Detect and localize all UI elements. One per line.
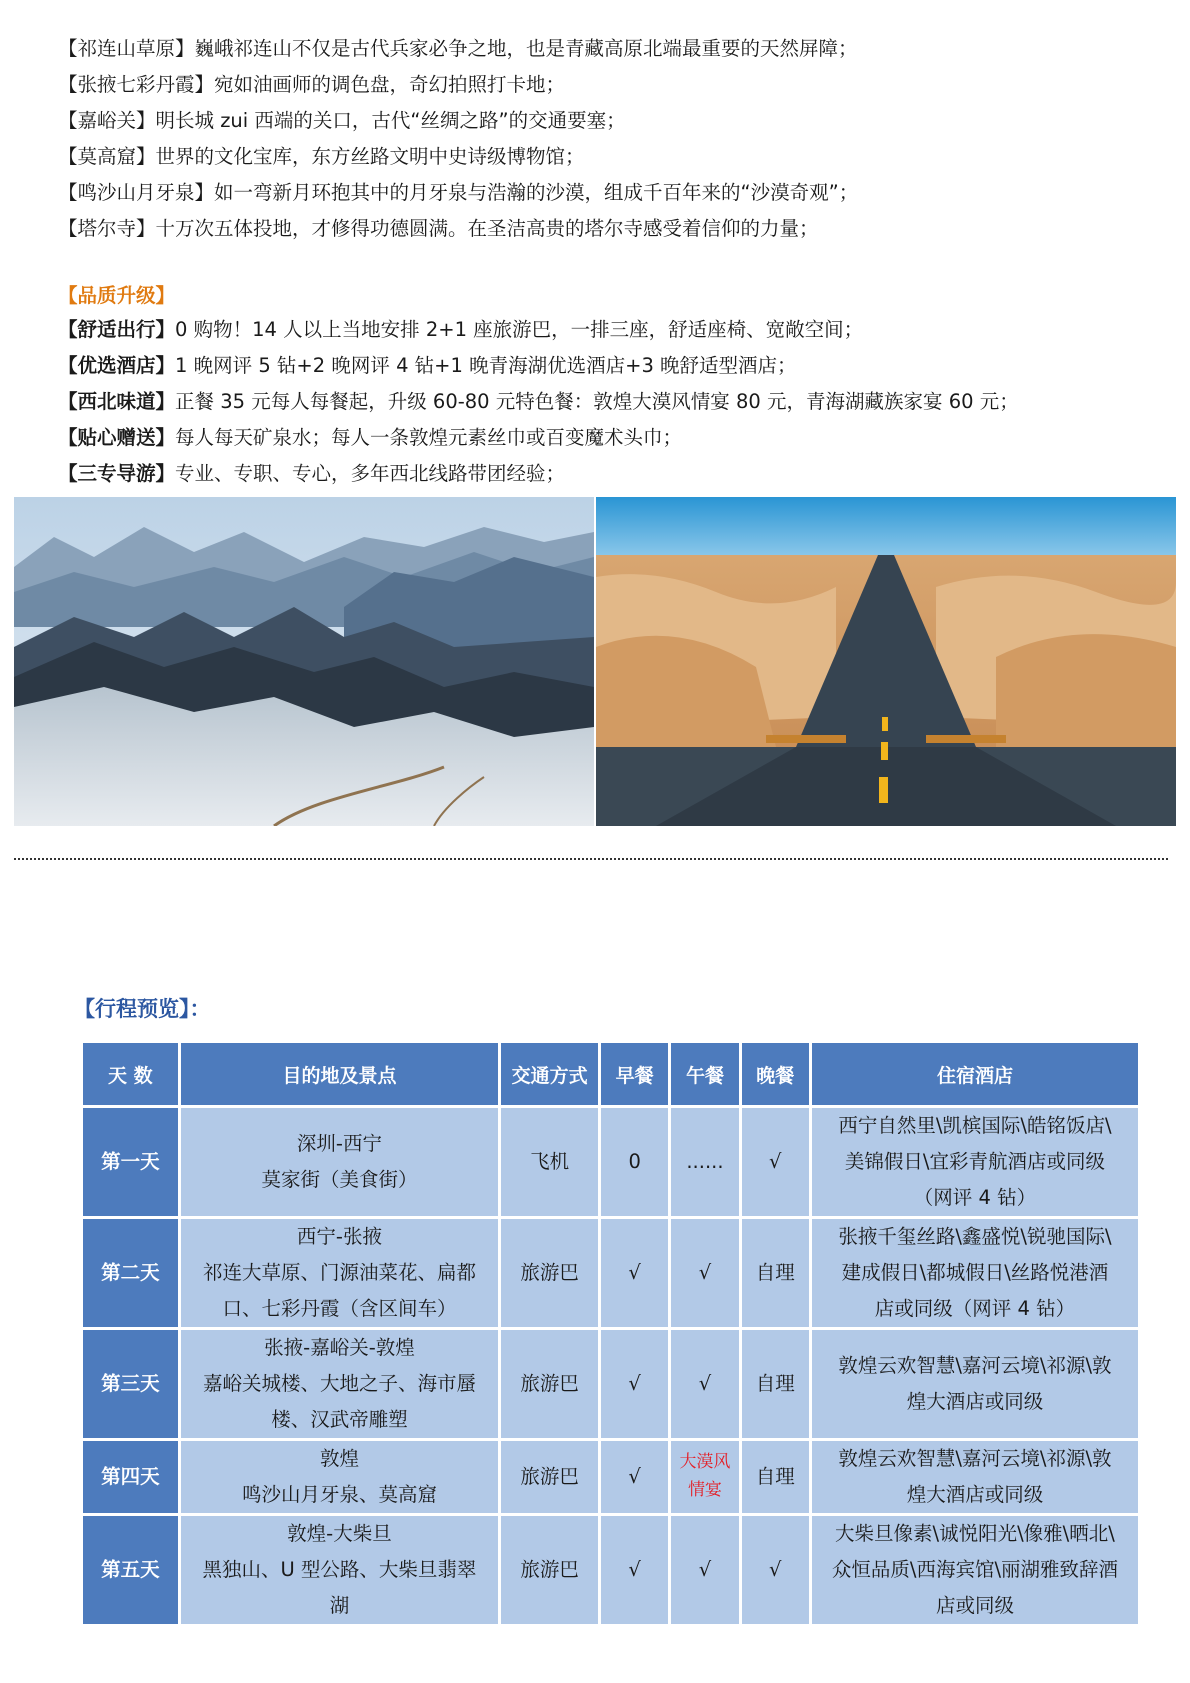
destination-line: 鸣沙山月牙泉、莫高窟 xyxy=(241,1483,437,1506)
destination-cell xyxy=(181,1219,499,1327)
destination-line: 敦煌 xyxy=(319,1447,359,1470)
lunch-cell: √ xyxy=(671,1516,738,1624)
lunch-cell: √ xyxy=(671,1219,738,1327)
lunch-cell: √ xyxy=(671,1330,738,1438)
hotel-line: 敦煌云欢智慧\嘉河云境\祁源\敦 xyxy=(838,1447,1112,1470)
hotel-cell xyxy=(812,1330,1138,1438)
destination-cell xyxy=(181,1108,499,1216)
quality-item-text: 0 购物！14 人以上当地安排 2+1 座旅游巴，一排三座，舒适座椅、宽敞空间； xyxy=(175,318,864,341)
itinerary-title: 【行程预览】： xyxy=(74,997,211,1021)
hotel-line: 煌大酒店或同级 xyxy=(906,1483,1044,1506)
quality-item-text: 专业、专职、专心，多年西北线路带团经验； xyxy=(175,462,566,485)
destination-line: 嘉峪关城楼、大地之子、海市蜃 xyxy=(202,1372,476,1395)
transport-cell: 旅游巴 xyxy=(501,1441,598,1513)
attraction-line: 【祁连山草原】巍峨祁连山不仅是古代兵家必争之地，也是青藏高原北端最重要的天然屏障； xyxy=(58,37,858,60)
dinner-cell: √ xyxy=(742,1516,809,1624)
attraction-line: 【鸣沙山月牙泉】如一弯新月环抱其中的月牙泉与浩瀚的沙漠，组成千百年来的“沙漠奇观”； xyxy=(58,181,859,204)
itinerary-table xyxy=(80,1040,1141,1627)
section-divider xyxy=(14,858,1168,860)
lunch-special-cell xyxy=(671,1441,738,1513)
lunch-cell: ...... xyxy=(671,1108,738,1216)
table-header-row xyxy=(83,1043,1138,1105)
breakfast-cell: √ xyxy=(601,1330,668,1438)
attraction-line: 【张掖七彩丹霞】宛如油画师的调色盘，奇幻拍照打卡地； xyxy=(58,73,566,96)
hotel-cell xyxy=(812,1108,1138,1216)
hotel-line: 店或同级 xyxy=(935,1594,1014,1617)
hotel-line: 建成假日\都城假日\丝路悦港酒 xyxy=(841,1261,1109,1284)
header-day: 天 数 xyxy=(83,1043,178,1105)
quality-item-key: 【舒适出行】 xyxy=(58,318,176,341)
quality-list xyxy=(58,312,1158,492)
attraction-line: 【嘉峪关】明长城 zui 西端的关口，古代“丝绸之路”的交通要塞； xyxy=(58,109,626,132)
destination-line: 黑独山、U 型公路、大柴旦翡翠 xyxy=(202,1558,477,1581)
dinner-cell: 自理 xyxy=(742,1219,809,1327)
destination-cell xyxy=(181,1441,499,1513)
attractions-list xyxy=(58,31,1158,247)
quality-item-key: 【优选酒店】 xyxy=(58,354,176,377)
hotel-line: 众恒品质\西海宾馆\丽湖雅致辞酒 xyxy=(831,1558,1119,1581)
desert-road-photo xyxy=(596,497,1176,826)
destination-cell xyxy=(181,1330,499,1438)
destination-line: 深圳-西宁 xyxy=(296,1132,382,1155)
destination-cell xyxy=(181,1516,499,1624)
quality-item-text: 1 晚网评 5 钻+2 晚网评 4 钻+1 晚青海湖优选酒店+3 晚舒适型酒店； xyxy=(175,354,797,377)
photo-strip xyxy=(14,497,1176,826)
header-lunch: 午餐 xyxy=(671,1043,738,1105)
header-dinner: 晚餐 xyxy=(742,1043,809,1105)
quality-item-key: 【西北味道】 xyxy=(58,390,176,413)
header-transport: 交通方式 xyxy=(501,1043,598,1105)
table-row xyxy=(83,1108,1138,1216)
destination-line: 祁连大草原、门源油菜花、扁都 xyxy=(202,1261,476,1284)
breakfast-cell: √ xyxy=(601,1516,668,1624)
quality-item-text: 每人每天矿泉水；每人一条敦煌元素丝巾或百变魔术头巾； xyxy=(175,426,683,449)
table-row xyxy=(83,1330,1138,1438)
destination-line: 西宁-张掖 xyxy=(296,1225,382,1248)
breakfast-cell: 0 xyxy=(601,1108,668,1216)
table-row xyxy=(83,1219,1138,1327)
transport-cell: 旅游巴 xyxy=(501,1219,598,1327)
day-cell: 第三天 xyxy=(83,1330,178,1438)
mountain-landscape-photo xyxy=(14,497,594,826)
destination-line: 张掖-嘉峪关-敦煌 xyxy=(264,1336,415,1359)
quality-item-key: 【三专导游】 xyxy=(58,462,176,485)
hotel-line: （网评 4 钻） xyxy=(913,1186,1037,1209)
hotel-line: 煌大酒店或同级 xyxy=(906,1390,1044,1413)
special-meal-line: 大漠风 xyxy=(679,1451,731,1472)
quality-item-text: 正餐 35 元每人每餐起，升级 60-80 元特色餐：敦煌大漠风情宴 80 元，青海湖藏族家宴 60 元； xyxy=(175,390,1019,413)
quality-item xyxy=(58,456,1158,492)
dinner-cell: 自理 xyxy=(742,1441,809,1513)
hotel-line: 敦煌云欢智慧\嘉河云境\祁源\敦 xyxy=(838,1354,1112,1377)
dinner-cell: √ xyxy=(742,1108,809,1216)
header-breakfast: 早餐 xyxy=(601,1043,668,1105)
day-cell: 第一天 xyxy=(83,1108,178,1216)
day-cell: 第五天 xyxy=(83,1516,178,1624)
header-destination: 目的地及景点 xyxy=(181,1043,499,1105)
attraction-line: 【塔尔寺】十万次五体投地，才修得功德圆满。在圣洁高贵的塔尔寺感受着信仰的力量； xyxy=(58,217,819,240)
quality-item xyxy=(58,384,1158,420)
hotel-cell xyxy=(812,1219,1138,1327)
hotel-line: 店或同级（网评 4 钻） xyxy=(874,1297,1076,1320)
header-hotel: 住宿酒店 xyxy=(812,1043,1138,1105)
hotel-cell xyxy=(812,1441,1138,1513)
dinner-cell: 自理 xyxy=(742,1330,809,1438)
transport-cell: 旅游巴 xyxy=(501,1330,598,1438)
special-meal-line: 情宴 xyxy=(687,1479,722,1500)
destination-line: 楼、汉武帝雕塑 xyxy=(271,1408,408,1431)
day-cell: 第四天 xyxy=(83,1441,178,1513)
hotel-line: 大柴旦像素\诚悦阳光\像雅\晒北\ xyxy=(835,1522,1115,1545)
quality-item-key: 【贴心赠送】 xyxy=(58,426,176,449)
table-row xyxy=(83,1516,1138,1624)
table-row xyxy=(83,1441,1138,1513)
breakfast-cell: √ xyxy=(601,1441,668,1513)
quality-section-title: 【品质升级】 xyxy=(58,284,176,307)
hotel-line: 美锦假日\宜彩青航酒店或同级 xyxy=(844,1150,1105,1173)
hotel-line: 西宁自然里\凯槟国际\皓铭饭店\ xyxy=(838,1114,1112,1137)
breakfast-cell: √ xyxy=(601,1219,668,1327)
quality-item xyxy=(58,348,1158,384)
quality-item xyxy=(58,312,1158,348)
day-cell: 第二天 xyxy=(83,1219,178,1327)
special-meal-label xyxy=(679,1448,730,1504)
attraction-line: 【莫高窟】世界的文化宝库，东方丝路文明中史诗级博物馆； xyxy=(58,145,585,168)
quality-item xyxy=(58,420,1158,456)
destination-line: 敦煌-大柴旦 xyxy=(287,1522,392,1545)
hotel-cell xyxy=(812,1516,1138,1624)
destination-line: 湖 xyxy=(329,1594,350,1617)
transport-cell: 旅游巴 xyxy=(501,1516,598,1624)
destination-line: 口、七彩丹霞（含区间车） xyxy=(222,1297,457,1320)
destination-line: 莫家街（美食街） xyxy=(261,1168,418,1191)
hotel-line: 张掖千玺丝路\鑫盛悦\锐驰国际\ xyxy=(838,1225,1112,1248)
transport-cell: 飞机 xyxy=(501,1108,598,1216)
